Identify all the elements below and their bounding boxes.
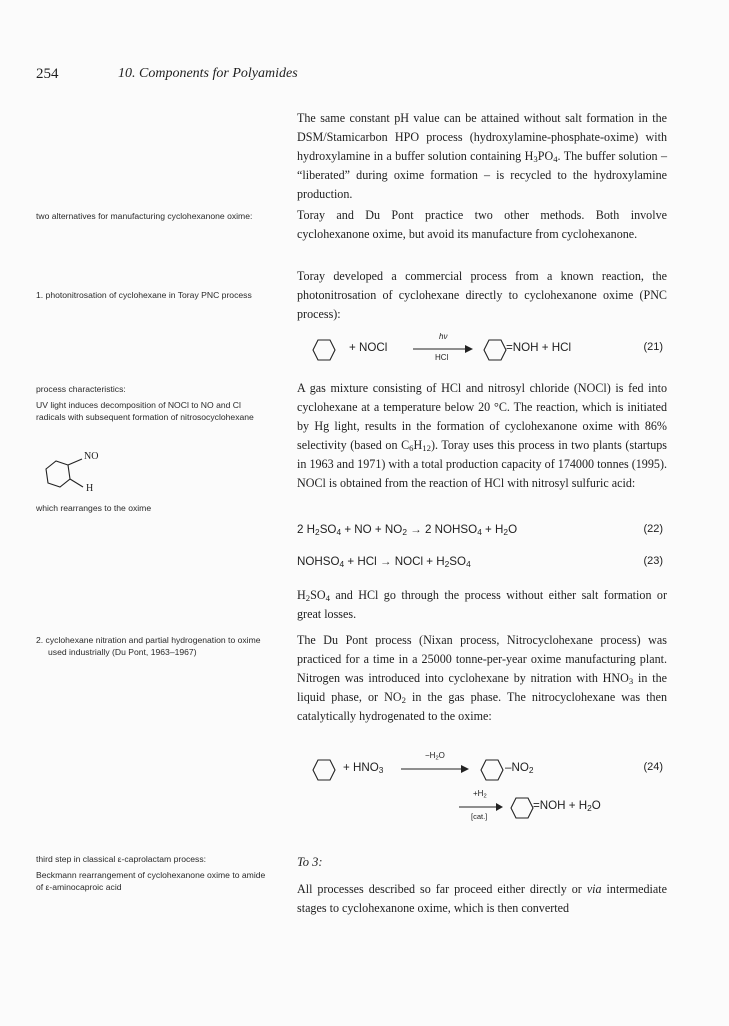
- reaction-arrow: [401, 751, 469, 782]
- equation-product: O: [591, 799, 601, 812]
- arrow-right-icon: [459, 803, 503, 811]
- subscript: 2: [528, 765, 534, 776]
- sidenote-nitration: [36, 634, 276, 658]
- subscript: 4: [325, 593, 330, 604]
- reaction-arrow: [459, 789, 503, 826]
- sidenote-title: process characteristics:: [36, 384, 126, 394]
- sidenote-text: 1. photonitrosation of cyclohexane in Toray PNC process: [36, 290, 252, 300]
- sidenote-process-characteristics: [36, 383, 272, 423]
- subscript: 6: [409, 443, 414, 454]
- eq-text: O: [508, 523, 518, 536]
- equation-24-step2: [297, 789, 667, 821]
- eq-text: + HCl → NOCl + H: [344, 555, 445, 568]
- reaction-arrow: [413, 332, 473, 362]
- text-run: H: [413, 438, 423, 452]
- arrow-right-icon: [401, 765, 469, 773]
- subscript: 4: [336, 527, 342, 538]
- arrow-right-icon: [413, 345, 473, 353]
- paragraph-hpo-process: [297, 109, 667, 204]
- equation-number: (22): [643, 523, 663, 535]
- subscript: 2: [503, 527, 509, 538]
- sidenote-title: third step in classical ε-caprolactam process:: [36, 854, 207, 864]
- equation-number: (23): [643, 555, 663, 567]
- paragraph-toray-pnc: [297, 267, 667, 324]
- text-run: in the liquid phase, or NO: [297, 671, 667, 704]
- text-run: H: [297, 588, 306, 602]
- cyclohexane-ring-icon: [311, 338, 337, 362]
- paragraph-h2so4: [297, 586, 667, 624]
- eq-text: + NO + NO: [341, 523, 403, 536]
- cyclohexane-ring-icon: [479, 758, 505, 782]
- paragraph-dupont: [297, 631, 667, 726]
- equation-product: =NOH + HCl: [506, 341, 572, 354]
- text-run: PO: [537, 149, 554, 163]
- subscript: 12: [422, 443, 431, 454]
- sidenote-text: 2. cyclohexane nitration and partial hydrogenation to oxime used industrially (Du Pont, 1963–1967): [36, 635, 261, 657]
- equation-number: (24): [643, 761, 663, 773]
- text-run: Toray developed a commercial process from a known reaction, the photonitrosation of cyclohexane directly to cyclohexanone oxime (PNC process):: [297, 269, 667, 321]
- eq-text: 2 H: [297, 523, 316, 536]
- equation-product: =NOH + H: [533, 799, 588, 812]
- arrow-label-above: hν: [439, 332, 448, 341]
- equation-product: –NO: [505, 761, 529, 774]
- structure-h-label: H: [86, 483, 94, 494]
- eq-text: → 2 NOHSO: [406, 523, 478, 536]
- text-run: The Du Pont process (Nixan process, Nitrocyclohexane process) was practiced for a time in a 25000 tonne-per-year oxime manufacturing plant. Nitrogen was introduced into cyclohexane by nitration with HNO: [297, 633, 667, 685]
- page-number: 254: [36, 66, 59, 82]
- sidenote-text: Beckmann rearrangement of cyclohexanone oxime to amide of ε-aminocaproic acid: [36, 870, 266, 892]
- paragraph-gas-mixture: [297, 379, 667, 493]
- section-heading: To 3:: [297, 855, 323, 869]
- eq-text: SO: [449, 555, 467, 568]
- arrow-label-above: +H: [473, 789, 484, 798]
- text-run: via: [586, 882, 602, 896]
- arrow-label-above: O: [438, 751, 445, 760]
- text-run: Toray and Du Pont practice two other methods. Both involve cyclohexanone oxime, but avoid its manufacture from cyclohexanone.: [297, 208, 667, 241]
- subscript: 2: [587, 803, 592, 814]
- eq-text: NOHSO: [297, 555, 340, 568]
- paragraph-all-processes: [297, 880, 667, 918]
- cyclohexane-ring-icon: [509, 796, 535, 820]
- subscript: 2: [435, 755, 439, 762]
- text-run: . The buffer solution – “liberated” during oxime formation – is recycled to the hydroxylamine production.: [297, 149, 668, 201]
- eq-text: + H: [481, 523, 504, 536]
- text-run: SO: [310, 588, 326, 602]
- text-run: The same constant pH value can be attained without salt formation in the DSM/Stamicarbon HPO process (hydroxylamine-phosphate-oxime) with hydroxylamine in a buffer solution containing H: [297, 111, 667, 163]
- subscript: 4: [466, 559, 471, 570]
- sidenote-text: which rearranges to the oxime: [36, 503, 152, 513]
- text-run: A gas mixture consisting of HCl and nitrosyl chloride (NOCl) is fed into cyclohexane at a temperature below 20 °C. The reaction, which is initiated by Hg light, results in the formation of cyclohexanone oxime with 86% selectivity (based on C: [297, 381, 667, 452]
- subscript: 2: [483, 793, 487, 800]
- equation-23: [297, 552, 667, 576]
- subscript: 2: [315, 527, 320, 538]
- equation-number: (21): [643, 341, 663, 353]
- equation-reactant: + HNO: [343, 761, 379, 774]
- equation-24: [297, 751, 667, 782]
- paragraph-toray-dupont: [297, 206, 667, 244]
- sidenote-text: UV light induces decomposition of NOCl to NO and Cl radicals with subsequent formation of nitrosocyclohexane: [36, 400, 254, 422]
- arrow-label-above: −H: [425, 751, 436, 760]
- subscript: 2: [444, 559, 450, 570]
- subscript: 4: [477, 527, 482, 538]
- structure-no-label: NO: [84, 451, 99, 462]
- nitrosocyclohexane-structure: [38, 453, 108, 499]
- sidenote-text: two alternatives for manufacturing cyclohexanone oxime:: [36, 211, 253, 221]
- equation-22: [297, 520, 667, 544]
- subscript: 3: [628, 676, 634, 687]
- sidenote-photonitrosation: [36, 289, 266, 301]
- arrow-label-below: HCl: [435, 353, 449, 362]
- cyclohexane-ring-icon: [482, 338, 508, 362]
- arrow-label-below: [cat.]: [471, 812, 488, 821]
- subscript: 3: [533, 154, 538, 165]
- subscript: 4: [339, 559, 345, 570]
- subscript: 2: [402, 527, 407, 538]
- equation-reactant: + NOCl: [349, 341, 388, 354]
- equation-21: [297, 332, 667, 362]
- text-run: All processes described so far proceed either directly or: [297, 882, 587, 896]
- subscript: 4: [553, 154, 558, 165]
- subscript: 3: [378, 765, 384, 776]
- text-run: intermediate stages to cyclohexanone oxime, which is then converted: [297, 882, 667, 915]
- sidenote-rearranges: [36, 502, 276, 514]
- text-run: in the gas phase. The nitrocyclohexane was then catalytically hydrogenated to the oxime:: [297, 690, 667, 723]
- text-run: ). Toray uses this process in two plants (startups in 1963 and 1971) with a total production capacity of 174000 tonnes (1995). NOCl is obtained from the reaction of HCl with nitrosyl sulfuric acid:: [297, 438, 667, 490]
- sidenote-third-step: [36, 853, 272, 893]
- cyclohexane-ring-icon: [311, 758, 337, 782]
- subscript: 2: [305, 593, 311, 604]
- subscript: 2: [401, 695, 406, 706]
- chapter-title: 10. Components for Polyamides: [118, 66, 298, 81]
- text-run: and HCl go through the process without either salt formation or great losses.: [297, 588, 667, 621]
- eq-text: SO: [319, 523, 337, 536]
- sidenote-two-alternatives: [36, 210, 266, 222]
